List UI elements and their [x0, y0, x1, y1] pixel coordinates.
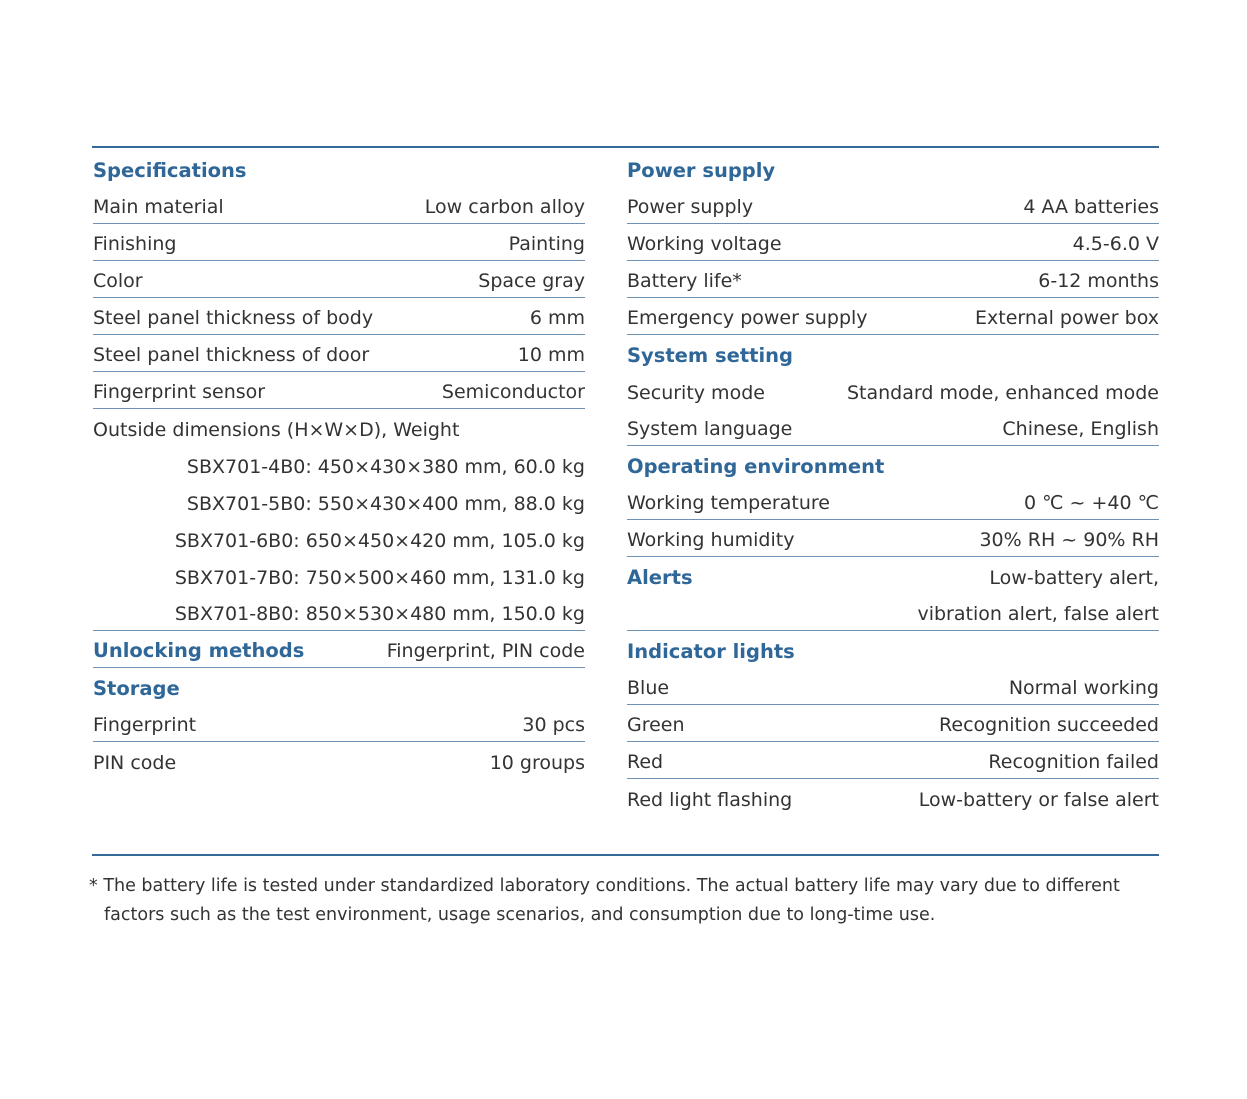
power-value: External power box: [975, 307, 1159, 329]
spec-row: [93, 298, 585, 335]
bottom-rule: [92, 854, 1159, 856]
unlocking-row: [93, 631, 585, 668]
storage-value: 30 pcs: [522, 714, 585, 736]
environment-value: 30% RH ~ 90% RH: [979, 529, 1159, 551]
alerts-value-line1: Low-battery alert,: [989, 567, 1159, 589]
system-value: Standard mode, enhanced mode: [846, 382, 1159, 404]
power-label: Power supply: [627, 196, 754, 218]
alerts-row: [627, 557, 1159, 594]
spec-value: Space gray: [478, 270, 585, 292]
power-heading-row: [627, 150, 1159, 187]
footnote: [89, 872, 1159, 930]
system-label: Security mode: [627, 382, 765, 404]
environment-value: 0 ℃ ~ +40 ℃: [1024, 492, 1159, 514]
dimensions-label: Outside dimensions (H×W×D), Weight: [93, 419, 460, 441]
right-column: [627, 150, 1159, 816]
power-label: Working voltage: [627, 233, 782, 255]
power-row: [627, 187, 1159, 224]
system-value: Chinese, English: [1002, 418, 1159, 440]
dimension-value: SBX701-4B0: 450×430×380 mm, 60.0 kg: [186, 456, 585, 478]
indicator-value: Recognition succeeded: [939, 714, 1159, 736]
environment-label: Working temperature: [627, 492, 830, 514]
dimensions-label-row: [93, 409, 585, 446]
system-row: [627, 372, 1159, 409]
environment-row: [627, 520, 1159, 557]
environment-heading: Operating environment: [627, 455, 885, 478]
system-heading: System setting: [627, 344, 794, 367]
alerts-value-line2: vibration alert, false alert: [917, 603, 1159, 625]
footnote-text: * The battery life is tested under standardized laboratory conditions. The actual battery life may vary due to different factors such as the test environment, usage scenarios, and consumption due to long-time use.: [89, 876, 1120, 925]
power-label: Battery life*: [627, 270, 742, 292]
dimension-row: [93, 594, 585, 631]
dimension-value: SBX701-5B0: 550×430×400 mm, 88.0 kg: [186, 493, 585, 515]
indicator-row: [627, 705, 1159, 742]
alerts-row-continued: [627, 594, 1159, 631]
dimension-row: [93, 557, 585, 594]
indicator-label: Green: [627, 714, 685, 736]
storage-row: [93, 705, 585, 742]
spec-label: Steel panel thickness of door: [93, 344, 370, 366]
spec-row: [93, 224, 585, 261]
spec-label: Steel panel thickness of body: [93, 307, 374, 329]
indicators-heading: Indicator lights: [627, 640, 795, 663]
spec-label: Color: [93, 270, 143, 292]
indicator-row: [627, 779, 1159, 816]
power-value: 6-12 months: [1038, 270, 1159, 292]
power-value: 4 AA batteries: [1023, 196, 1159, 218]
dimension-value: SBX701-6B0: 650×450×420 mm, 105.0 kg: [174, 530, 585, 552]
specifications-heading: Specifications: [93, 159, 247, 182]
storage-value: 10 groups: [489, 752, 585, 774]
indicators-heading-row: [627, 631, 1159, 668]
left-column: [93, 150, 585, 779]
spec-row: [93, 372, 585, 409]
system-heading-row: [627, 335, 1159, 372]
indicator-label: Red light flashing: [627, 789, 793, 811]
specifications-heading-row: [93, 150, 585, 187]
power-value: 4.5-6.0 V: [1072, 233, 1159, 255]
unlocking-heading: Unlocking methods: [93, 639, 305, 662]
spec-row: [93, 335, 585, 372]
spec-value: Painting: [508, 233, 585, 255]
indicator-row: [627, 668, 1159, 705]
environment-heading-row: [627, 446, 1159, 483]
dimension-row: [93, 520, 585, 557]
spec-label: Main material: [93, 196, 224, 218]
power-row: [627, 261, 1159, 298]
spec-value: Low carbon alloy: [424, 196, 585, 218]
indicator-label: Blue: [627, 677, 670, 699]
dimension-value: SBX701-8B0: 850×530×480 mm, 150.0 kg: [174, 603, 585, 625]
indicator-value: Low-battery or false alert: [918, 789, 1159, 811]
spec-value: Semiconductor: [441, 381, 585, 403]
power-row: [627, 298, 1159, 335]
storage-label: PIN code: [93, 752, 177, 774]
storage-row: [93, 742, 585, 779]
system-label: System language: [627, 418, 793, 440]
alerts-heading: Alerts: [627, 566, 693, 589]
dimension-value: SBX701-7B0: 750×500×460 mm, 131.0 kg: [174, 567, 585, 589]
unlocking-value: Fingerprint, PIN code: [386, 640, 585, 662]
spec-label: Finishing: [93, 233, 177, 255]
storage-heading: Storage: [93, 677, 180, 700]
indicator-value: Recognition failed: [988, 751, 1159, 773]
power-label: Emergency power supply: [627, 307, 868, 329]
power-heading: Power supply: [627, 159, 776, 182]
dimension-row: [93, 483, 585, 520]
power-row: [627, 224, 1159, 261]
dimension-row: [93, 446, 585, 483]
indicator-label: Red: [627, 751, 664, 773]
system-row: [627, 409, 1159, 446]
spec-row: [93, 187, 585, 224]
spec-row: [93, 261, 585, 298]
spec-value: 10 mm: [517, 344, 585, 366]
spec-value: 6 mm: [529, 307, 585, 329]
environment-row: [627, 483, 1159, 520]
storage-heading-row: [93, 668, 585, 705]
spec-label: Fingerprint sensor: [93, 381, 266, 403]
environment-label: Working humidity: [627, 529, 795, 551]
indicator-value: Normal working: [1008, 677, 1159, 699]
indicator-row: [627, 742, 1159, 779]
storage-label: Fingerprint: [93, 714, 197, 736]
top-rule: [92, 146, 1159, 148]
